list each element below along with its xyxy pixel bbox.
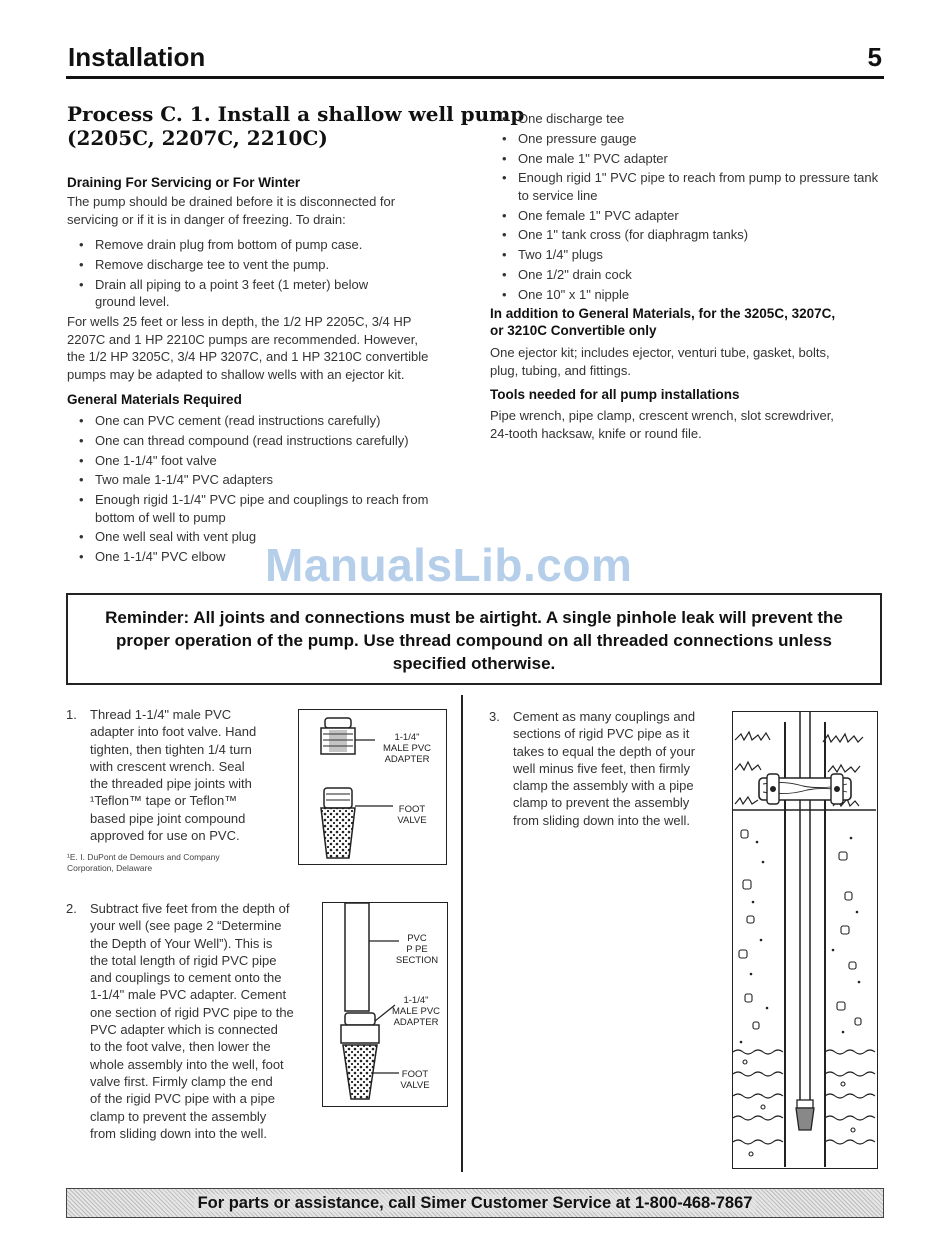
convertible-heading-line-2: or 3210C Convertible only — [490, 323, 657, 338]
step-line: approved for use on PVC. — [90, 828, 240, 844]
figure-pipe-assembly — [322, 902, 448, 1107]
foot-valve-label — [393, 1069, 437, 1091]
draining-steps-list — [67, 236, 397, 313]
step-number: 1. — [66, 707, 77, 722]
material-item: • One pressure gauge — [490, 130, 885, 148]
draining-intro-line-1: The pump should be drained before it is disconnected for — [67, 194, 396, 209]
label-line: FOOT — [398, 804, 426, 815]
step-line: valve first. Firmly clamp the end — [90, 1073, 273, 1089]
label-line: ADAPTER — [384, 754, 430, 765]
material-item: • One 1-1/4" PVC elbow — [67, 548, 459, 566]
step-line: one section of rigid PVC pipe to the — [90, 1004, 294, 1020]
step-line: whole assembly into the well, foot — [90, 1056, 284, 1072]
label-line: VALVE — [397, 815, 427, 826]
label-line: FOOT — [401, 1069, 429, 1080]
step-number: 3. — [489, 709, 500, 724]
step-line: sections of rigid PVC pipe as it — [513, 726, 690, 742]
step-line: Cement as many couplings and — [513, 709, 696, 724]
step-line: clamp the assembly with a pipe — [513, 778, 694, 794]
draining-step: • Drain all piping to a point 3 feet (1 meter) below ground level. — [67, 276, 397, 311]
draining-intro-line-2: servicing or if it is in danger of freezing. To drain: — [67, 211, 346, 227]
convertible-text-line-1: One ejector kit; includes ejector, venturi tube, gasket, bolts, — [490, 345, 830, 360]
step-3 — [489, 708, 719, 829]
label-line: P PE — [406, 944, 428, 955]
step-line: PVC adapter which is connected — [90, 1022, 278, 1038]
watermark: ManualsLib.com — [265, 539, 633, 591]
materials-heading: General Materials Required — [67, 392, 242, 407]
reminder-line-2: proper operation of the pump. Use thread compound on all threaded connections unless — [116, 631, 832, 650]
label-line: MALE PVC — [382, 743, 432, 754]
step-line: the threaded pipe joints with — [90, 776, 252, 792]
label-line: MALE PVC — [391, 1006, 441, 1017]
step-line: your well (see page 2 “Determine — [90, 918, 282, 934]
step-1 — [66, 706, 296, 844]
convertible-heading-line-1: In addition to General Materials, for the 3205C, 3207C, — [490, 306, 836, 321]
footnote — [67, 852, 220, 874]
additional-materials-list — [490, 110, 885, 306]
step-line: tighten, then tighten 1/4 turn — [90, 741, 252, 757]
step-line: with crescent wrench. Seal — [90, 758, 245, 774]
step-line: the Depth of Your Well”). This is — [90, 935, 273, 951]
step-line: from sliding down into the well. — [90, 1125, 268, 1141]
footer-text: For parts or assistance, call Simer Customer Service at 1-800-468-7867 — [194, 1194, 757, 1212]
step-number: 2. — [66, 901, 77, 916]
step-line: Thread 1-1/4" male PVC — [90, 707, 232, 722]
material-item: • One can thread compound (read instructions carefully) — [67, 432, 459, 450]
well-illustration — [733, 712, 876, 1167]
step-line: clamp to prevent the assembly — [90, 1108, 267, 1124]
wells-para-line-3: the 1/2 HP 3205C, 3/4 HP 3207C, and 1 HP 3210C convertible — [67, 349, 429, 364]
label-line: ADAPTER — [393, 1017, 439, 1028]
convertible-text-line-2: plug, tubing, and fittings. — [490, 362, 631, 378]
step-line: of the rigid PVC pipe with a pipe — [90, 1091, 275, 1107]
footnote-line-2: Corporation, Delaware — [67, 863, 153, 873]
reminder-box — [66, 593, 882, 685]
label-line: 1-1/4" — [403, 995, 429, 1006]
material-item: • One well seal with vent plug — [67, 528, 459, 546]
step-line: and couplings to cement onto the — [90, 970, 282, 986]
material-item: • Enough rigid 1-1/4" PVC pipe and couplings to reach from bottom of well to pump — [67, 491, 459, 526]
adapter-label — [375, 732, 439, 765]
reminder-line-1: Reminder: All joints and connections must be airtight. A single pinhole leak will prevent the — [105, 608, 843, 627]
step-line: to the foot valve, then lower the — [90, 1039, 271, 1055]
label-line: VALVE — [400, 1080, 430, 1091]
step-line: well minus five feet, then firmly — [513, 760, 691, 776]
step-line: 1-1/4" male PVC adapter. Cement — [90, 987, 287, 1003]
label-line: SECTION — [395, 955, 439, 966]
draining-step: • Remove discharge tee to vent the pump. — [67, 256, 397, 274]
step-line: based pipe joint compound — [90, 810, 246, 826]
wells-para-line-1: For wells 25 feet or less in depth, the 1/2 HP 2205C, 3/4 HP — [67, 314, 412, 329]
figure-well-cross-section — [732, 711, 878, 1169]
material-item: • One discharge tee — [490, 110, 885, 128]
material-item: • One can PVC cement (read instructions carefully) — [67, 412, 459, 430]
material-item: • One 1" tank cross (for diaphragm tanks) — [490, 226, 885, 244]
step-line: ¹Teflon™ tape or Teflon™ — [90, 793, 238, 809]
figure-adapter-foot-valve — [298, 709, 447, 865]
process-title-line-2: (2205C, 2207C, 2210C) — [67, 126, 328, 150]
draining-heading: Draining For Servicing or For Winter — [67, 175, 301, 190]
step-line: from sliding down into the well. — [513, 812, 691, 828]
material-item: • Enough rigid 1" PVC pipe to reach from pump to pressure tank to service line — [490, 169, 885, 204]
material-item: • One 1/2" drain cock — [490, 266, 885, 284]
page-number: 5 — [867, 42, 882, 72]
step-line: takes to equal the depth of your — [513, 743, 696, 759]
tools-heading: Tools needed for all pump installations — [490, 387, 740, 402]
material-item: • One 10" x 1" nipple — [490, 286, 885, 304]
step-line: the total length of rigid PVC pipe — [90, 952, 277, 968]
reminder-line-3: specified otherwise. — [392, 654, 556, 673]
column-divider — [461, 695, 463, 1172]
step-line: clamp to prevent the assembly — [513, 795, 690, 811]
material-item: • One male 1" PVC adapter — [490, 150, 885, 168]
label-line: PVC — [407, 933, 427, 944]
draining-step: • Remove drain plug from bottom of pump case. — [67, 236, 397, 254]
tools-text-line-1: Pipe wrench, pipe clamp, crescent wrench, slot screwdriver, — [490, 408, 834, 423]
adapter-label — [385, 995, 447, 1028]
page-title: Installation — [68, 42, 206, 72]
header-rule — [66, 76, 884, 79]
step-2 — [66, 900, 316, 1142]
material-item: • Two male 1-1/4" PVC adapters — [67, 471, 459, 489]
material-item: • Two 1/4" plugs — [490, 246, 885, 264]
process-title-line-1: Process C. 1. Install a shallow well pump — [67, 102, 525, 126]
wells-para-line-2: 2207C and 1 HP 2210C pumps are recommended. However, — [67, 331, 418, 347]
step-line: Subtract five feet from the depth of — [90, 901, 290, 916]
label-line: 1-1/4" — [394, 732, 420, 743]
step-line: adapter into foot valve. Hand — [90, 724, 257, 740]
material-item: • One female 1" PVC adapter — [490, 207, 885, 225]
material-item: • One 1-1/4" foot valve — [67, 452, 459, 470]
pvc-pipe-label — [389, 933, 445, 966]
footer-banner — [66, 1188, 884, 1218]
footnote-line-1: ¹E. I. DuPont de Demours and Company — [67, 852, 220, 862]
tools-text-line-2: 24-tooth hacksaw, knife or round file. — [490, 425, 702, 441]
foot-valve-label — [385, 804, 439, 826]
wells-para-line-4: pumps may be adapted to shallow wells with an ejector kit. — [67, 366, 405, 382]
